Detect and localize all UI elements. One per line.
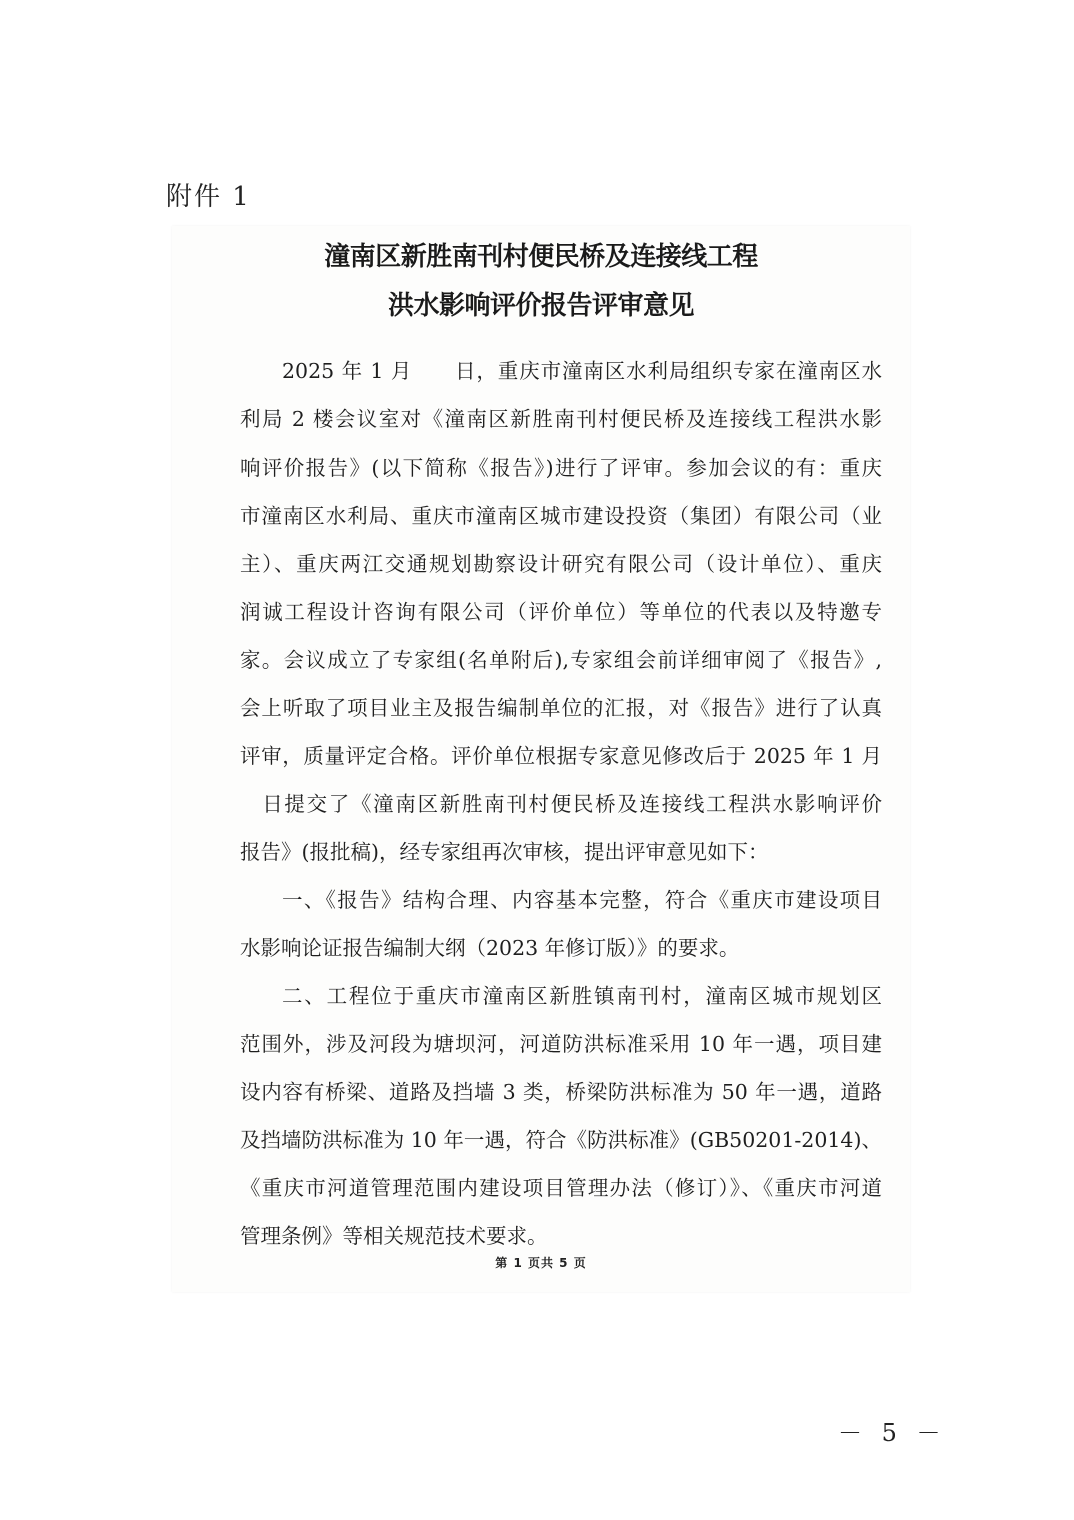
body-line: 范围外，涉及河段为塘坝河，河道防洪标准采用 10 年一遇，项目建 [240, 1032, 882, 1056]
body-line: 二、工程位于重庆市潼南区新胜镇南刊村，潼南区城市规划区 [282, 984, 882, 1008]
scanned-page-footer: 第 1 页共 5 页 [495, 1256, 587, 1270]
body-line: 水影响论证报告编制大纲（2023 年修订版）》的要求。 [240, 936, 740, 960]
attachment-label: 附件 1 [166, 182, 251, 212]
body-line: 评审，质量评定合格。评价单位根据专家意见修改后于 2025 年 1 月 [240, 744, 882, 768]
body-line: 日提交了《潼南区新胜南刊村便民桥及连接线工程洪水影响评价 [240, 792, 882, 816]
body-line: 一、《报告》结构合理、内容基本完整，符合《重庆市建设项目 [282, 888, 882, 912]
body-line: 报告》(报批稿)，经专家组再次审核，提出评审意见如下： [240, 840, 769, 864]
page-number: － 5 － [838, 1419, 947, 1447]
body-line: 及挡墙防洪标准为 10 年一遇，符合《防洪标准》(GB50201-2014)、 [240, 1128, 882, 1152]
body-line: 利局 2 楼会议室对《潼南区新胜南刊村便民桥及连接线工程洪水影 [240, 407, 882, 431]
body-line: 家。会议成立了专家组(名单附后),专家组会前详细审阅了《报告》, [240, 648, 882, 672]
body-line: 《重庆市河道管理范围内建设项目管理办法（修订）》、《重庆市河道 [240, 1176, 882, 1200]
body-line: 润诚工程设计咨询有限公司（评价单位）等单位的代表以及特邀专 [240, 600, 882, 624]
body-line: 主）、重庆两江交通规划勘察设计研究有限公司（设计单位）、重庆 [240, 552, 882, 576]
body-line: 设内容有桥梁、道路及挡墙 3 类，桥梁防洪标准为 50 年一遇，道路 [240, 1080, 882, 1104]
body-line: 市潼南区水利局、重庆市潼南区城市建设投资（集团）有限公司（业 [240, 504, 882, 528]
body-line: 响评价报告》(以下简称《报告》)进行了评审。参加会议的有：重庆 [240, 456, 882, 480]
body-line: 会上听取了项目业主及报告编制单位的汇报，对《报告》进行了认真 [240, 696, 882, 720]
body-line: 管理条例》等相关规范技术要求。 [240, 1224, 548, 1248]
document-title-line-1: 潼南区新胜南刊村便民桥及连接线工程 [324, 242, 758, 272]
document-title-line-2: 洪水影响评价报告评审意见 [387, 291, 694, 321]
body-line: 2025 年 1 月 日，重庆市潼南区水利局组织专家在潼南区水 [282, 359, 882, 383]
